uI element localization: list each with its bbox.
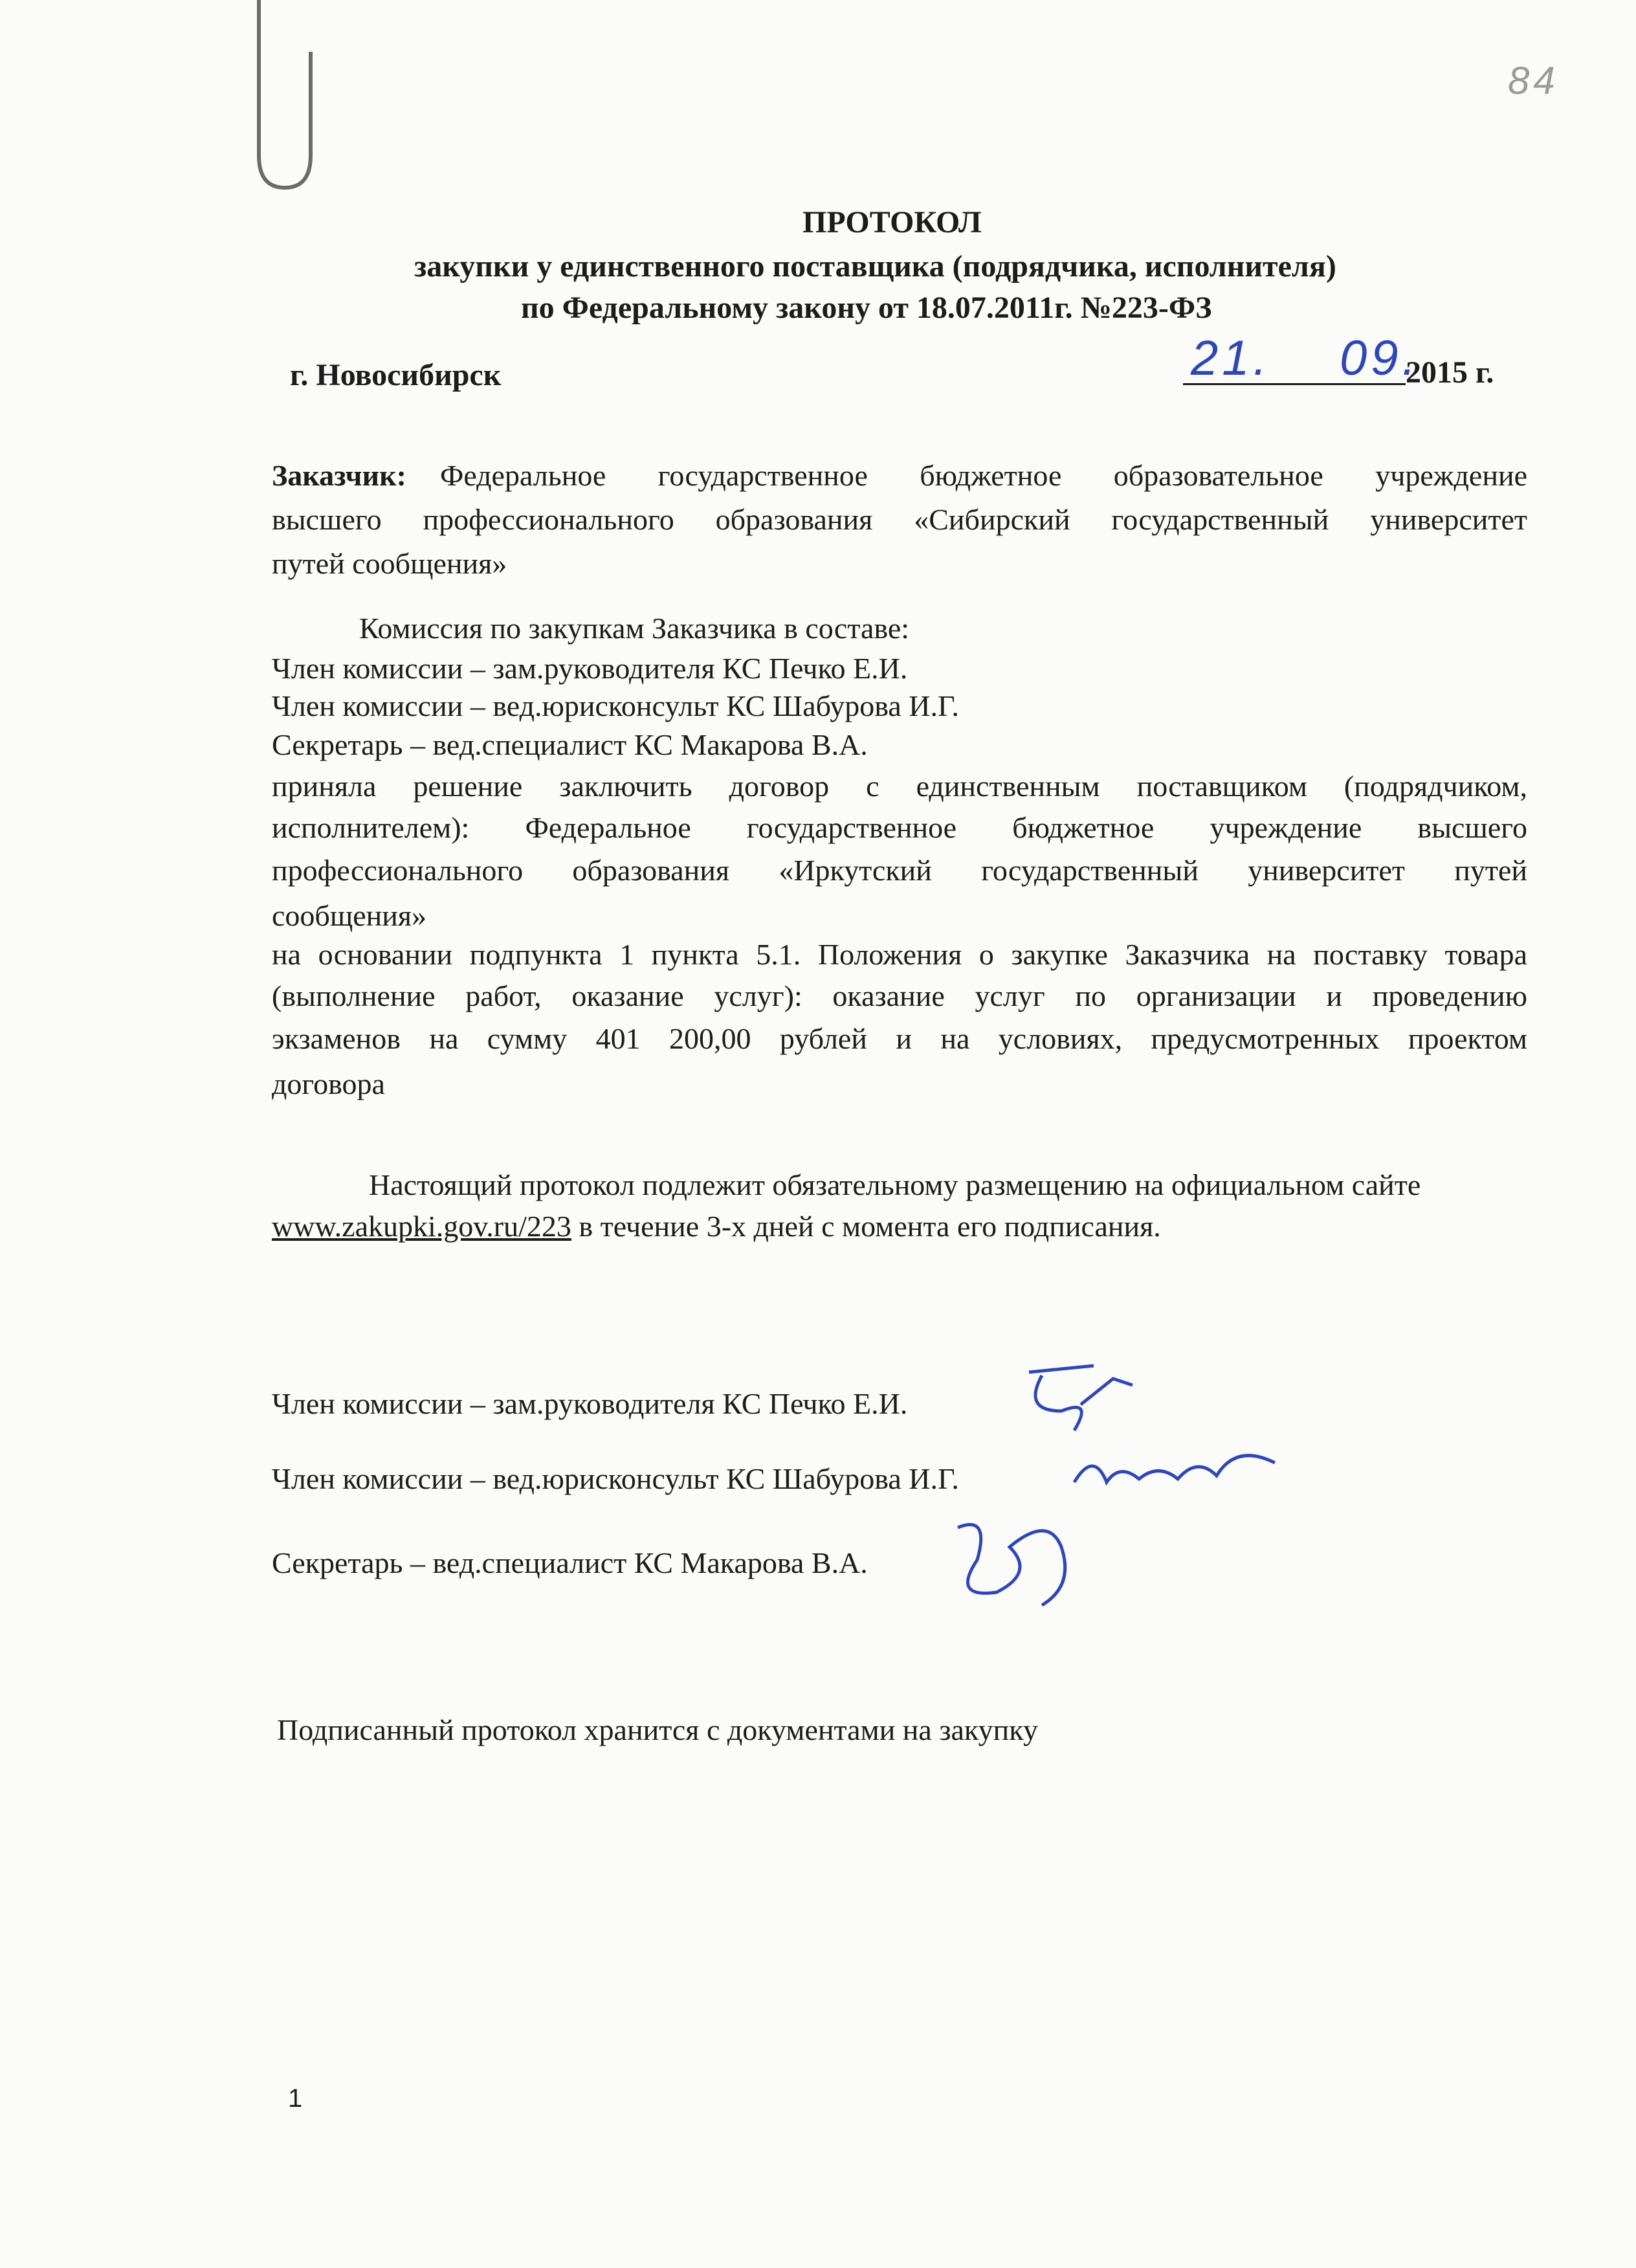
commission-member: Секретарь – вед.специалист КС Макарова В.А. <box>272 728 868 761</box>
paperclip-icon <box>246 0 337 194</box>
signature-line: Секретарь – вед.специалист КС Макарова В.А. <box>272 1546 868 1579</box>
basis-line: (выполнение работ, оказание услуг): оказание услуг по организации и проведению <box>272 979 1527 1012</box>
commission-member: Член комиссии – зам.руководителя КС Печко Е.И. <box>272 652 908 685</box>
publication-line-2 <box>272 1212 1161 1241</box>
commission-intro: Комиссия по закупкам Заказчика в составе: <box>359 612 910 645</box>
decision-line: профессионального образования «Иркутский государственный университет путей <box>272 854 1527 887</box>
date-year: 2015 г. <box>1406 355 1494 390</box>
decision-line: исполнителем): Федеральное государственное бюджетное учреждение высшего <box>272 811 1527 844</box>
date-underline <box>1183 383 1406 385</box>
publication-text: в течение 3-х дней с момента его подписания. <box>571 1210 1161 1243</box>
page-number: 1 <box>288 2084 303 2113</box>
signature-line: Член комиссии – зам.руководителя КС Печко Е.И. <box>272 1387 908 1420</box>
decision-line: сообщения» <box>272 899 427 932</box>
document-title: ПРОТОКОЛ <box>802 205 982 239</box>
signature-shaburova <box>1068 1443 1281 1502</box>
basis-line: экзаменов на сумму 401 200,00 рублей и на условиях, предусмотренных проектом <box>272 1022 1527 1055</box>
document-subtitle: закупки у единственного поставщика (подрядчика, исполнителя) <box>414 249 1336 284</box>
document-place: г. Новосибирск <box>290 358 502 392</box>
customer-line: Федеральное государственное бюджетное образовательное учреждение <box>440 459 1527 492</box>
signature-makarova <box>938 1508 1113 1618</box>
commission-member: Член комиссии – вед.юрисконсульт КС Шабурова И.Г. <box>272 689 959 722</box>
decision-line: приняла решение заключить договор с единственным поставщиком (подрядчиком, <box>272 770 1527 803</box>
storage-note: Подписанный протокол хранится с документами на закупку <box>277 1713 1038 1746</box>
zakupki-link[interactable]: www.zakupki.gov.ru/223 <box>272 1210 571 1243</box>
signature-pechko <box>1016 1359 1145 1456</box>
customer-line: путей сообщения» <box>272 547 507 580</box>
publication-line: Настоящий протокол подлежит обязательному размещению на официальном сайте <box>369 1168 1421 1201</box>
customer-line: высшего профессионального образования «Сибирский государственный университет <box>272 503 1527 536</box>
signature-line: Член комиссии – вед.юрисконсульт КС Шабурова И.Г. <box>272 1462 959 1495</box>
date-month: 09. <box>1340 331 1420 386</box>
basis-line: договора <box>272 1067 385 1100</box>
date-day: 21. <box>1191 331 1271 386</box>
archive-number: 84 <box>1508 59 1559 102</box>
customer-label: Заказчик: <box>272 459 406 492</box>
basis-line: на основании подпункта 1 пункта 5.1. Положения о закупке Заказчика на поставку товара <box>272 938 1527 971</box>
document-law-reference: по Федеральному закону от 18.07.2011г. №223-ФЗ <box>521 291 1212 325</box>
